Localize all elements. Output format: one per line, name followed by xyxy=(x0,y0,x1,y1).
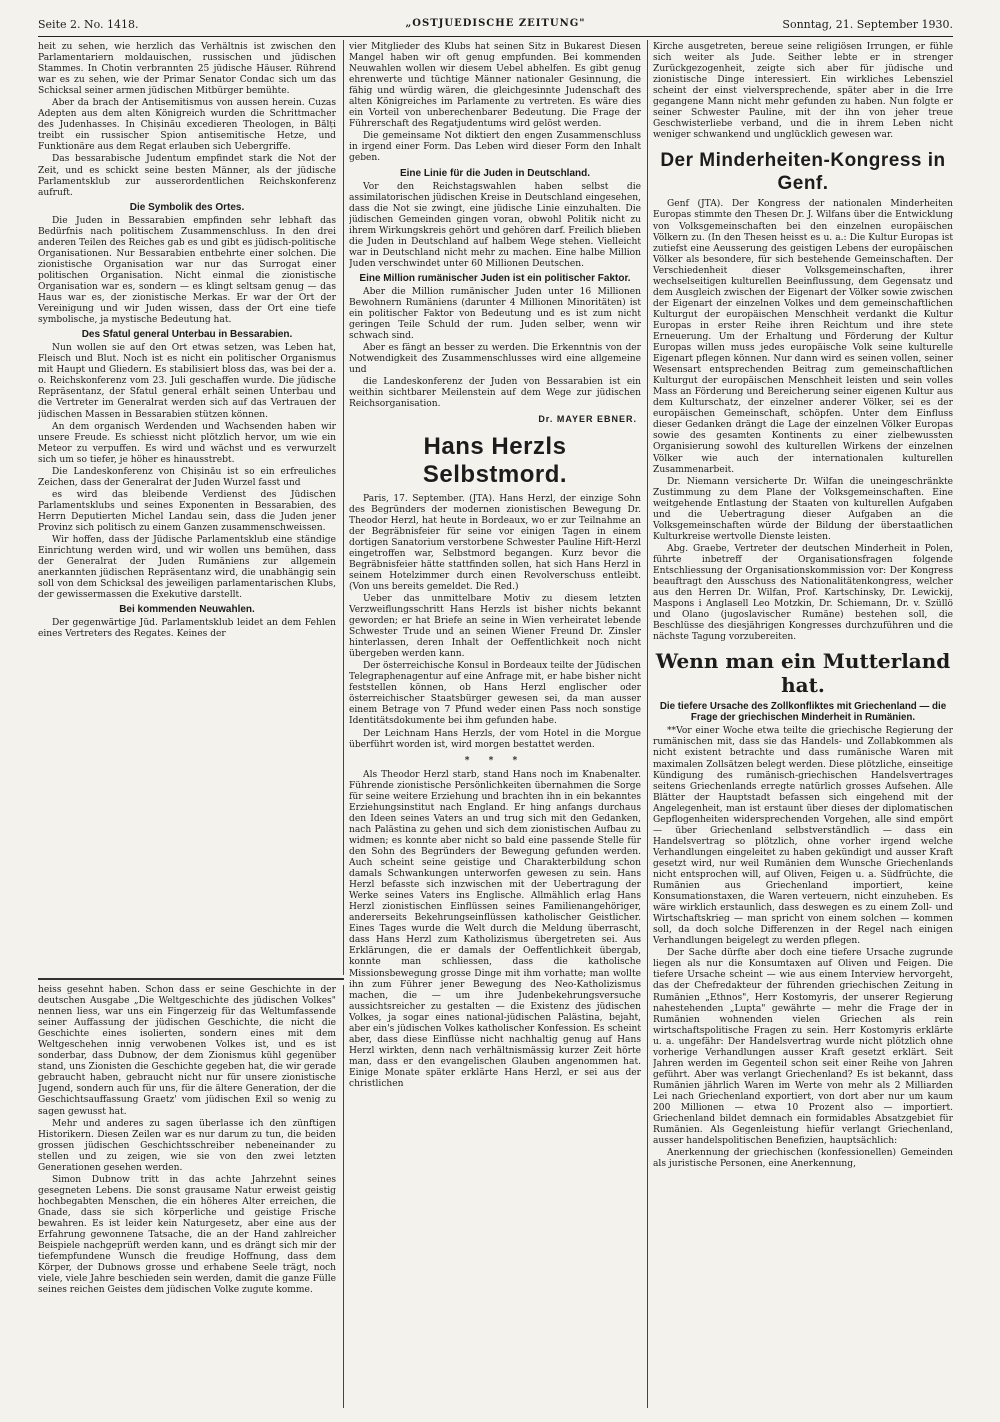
article-paragraph: Genf (JTA). Der Kongress der nationalen Minderheiten Europas stimmte den Thesen Dr. J. Wilfans über die Entwicklung von Volksgemeinschaften bei den einzelnen europäischen Völkern zu. (In den Thesen heisst es u. a.: Die Kultur Europas ist zutiefst eine Aeusserung des geistigen Lebens der europäischen Völker als besondere, für sich bestehende Gemeinschaften. Der Verschiedenheit dieser Volksgemeinschaften, ihrer wechselseitigen kulturellen Beeinflussung, dem Gegensatz und dem Ausgleich zwischen der Eigenart der Völker sowie zwischen der Eigenart der einzelnen Volkes und dem gemeinschaftlichen Kulturgut der europäischen Menschheit verdankt die Kultur Europas in erster Reihe ihren Reichtum und ihre stete Erneuerung. Um der Erhaltung und Förderung der Kultur Europas willen muss jedes europäische Volk seine kulturelle Eigenart pflegen können. Nur dann wird es seinen vollen, seiner Wesensart entsprechenden Beitrag zum gemeinschaftlichen Kulturgut der europäischen Menschheit leisten und sein volles Mass an Förderung und Bereicherung seiner eigenen Kultur aus dem Kulturschatz, der einzelner anderer Völker, sei es der europäischen Gemeinschaft, schöpfen. Unter dem Einfluss dieser Gedanken drängt die Lage der einzelnen Völker Europas sowie des gesamten Kontinents zu einer zielbewussten Organisierung sowohl des kulturellen Wirkens der einzelnen Völker wie auch der internationalen kulturellen Zusammenarbeit. xyxy=(653,199,953,475)
page-number: Seite 2. No. 1418. xyxy=(38,18,139,31)
column-rule-2 xyxy=(647,40,648,1408)
column-rule-3 xyxy=(343,985,344,1408)
article-paragraph: es wird das bleibende Verdienst des Jüdischen Parlamentsklubs und seines Exponenten in Bessarabien, des Herrn Deputierten Michel Landau sein, dass die Juden jener Provinz sich politisch zu einem Ganzen zusammenschweissen. xyxy=(38,489,336,533)
article-paragraph: Nun wollen sie auf den Ort etwas setzen, was Leben hat, Fleisch und Blut. Noch ist es nicht ein politischer Organismus mit Haupt und Gliedern. Es stabilisiert bloss das, was bei der a. o. Reichskonferenz vom 23. Juli geschaffen wurde. Die jüdische Repräsentanz, der Sfatul general erhält seinen Unterbau und die Vertreter im Generalrat werden sich auf das Vertrauen der jüdischen Massen in Bessarabien stützen können. xyxy=(38,343,336,420)
article-paragraph: Die Landeskonferenz von Chișinău ist so ein erfreuliches Zeichen, dass der Generalrat der Juden Wurzel fasst und xyxy=(38,466,336,488)
article-paragraph: Der Leichnam Hans Herzls, der vom Hotel in die Morgue überführt worden ist, wird morgen bestattet werden. xyxy=(349,728,641,750)
article-paragraph: Aber da brach der Antisemitismus von aussen herein. Cuzas Adepten aus dem alten Königreich wurden die Schrittmacher des Judenhasses. In Chișinău excedieren Theologen, in Bălți treibt ein russischer Spion antisemitische Hetze, und Funktionäre aus dem Regat erlauben sich Uebergriffe. xyxy=(38,98,336,153)
article-paragraph: Kirche ausgetreten, bereue seine religiösen Irrungen, er fühle sich weiter als Jude. Seither lebte er in strenger Zurückgezogenheit, zeigte sich aber für jüdische und zionistische Dinge interessiert. Ein wirkliches Lebensziel scheint der einst vielversprechende, später aber in die Irre gegangene Mann nicht mehr gefunden zu haben. Nun folgte er seiner Schwester Pauline, mit der ihn von jeher treue Geschwisterliebe verband, und die in ihrem Leben nicht weniger schwankend und unglücklich gewesen war. xyxy=(653,42,953,141)
section-heading: Eine Million rumänischer Juden ist ein politischer Faktor. xyxy=(359,272,631,284)
article-paragraph: Der österreichische Konsul in Bordeaux teilte der Jüdischen Telegraphenagentur auf eine Anfrage mit, er habe bisher nicht feststellen können, ob Hans Herzl englischer oder österreichischer Staatsbürger gewesen sei, da man ausser einem Betrage von 7 Pfund weder einen Pass noch sonstige Identitätsdokumente bei ihm gefunden habe. xyxy=(349,661,641,727)
section-heading: Eine Linie für die Juden in Deutschland. xyxy=(399,167,591,179)
column-3 xyxy=(653,42,953,1408)
article-paragraph: **Vor einer Woche etwa teilte die griechische Regierung der rumänischen mit, dass sie das Handels- und Zollabkommen als nicht existent betrachte und dass rumänische Waren mit maximalen Zollsätzen belegt werden. Diese plötzliche, einseitige Kündigung des rumänisch-griechischen Handelsvertrages seitens Griechenlands erregte natürlich grosses Aufsehen. Alle Blätter der Hauptstadt befassen sich eingehend mit der Angelegenheit, man ist erstaunt über dieses der diplomatischen Gepflogenheiten widersprechenden Vorgehen, alle sind empört — über Griechenland selbstverständlich — dass ein Handelsvertrag so plötzlich, ohne vorher irgend welche Verhandlungen eingeleitet zu haben gekündigt und ausser Kraft gesetzt wird, nur weil Rumänien dem Wunsche Griechenlands nicht entsprochen will, auf Oliven, Feigen u. a. Südfrüchte, die Rumänien aus Griechenland importiert, keine Konsumationstaxen, die Waren verteuern, nicht einzuheben. Es wäre wirklich erstaunlich, dass deswegen es zu einem Zoll- und Wirtschaftskrieg — man spricht von einem solchen — kommen soll, da doch solche Differenzen in der Regel nach einigen Verhandlungen beigelegt zu werden pflegen. xyxy=(653,726,953,947)
article-paragraph: die Landeskonferenz der Juden von Bessarabien ist ein weithin sichtbarer Meilenstein auf dem Wege zur jüdischen Reichsorganisation. xyxy=(349,377,641,410)
article-title: Der Minderheiten-Kongress in Genf. xyxy=(660,150,946,195)
article-paragraph: Anerkennung der griechischen (konfessionellen) Gemeinden als juristische Personen, eine Anerkennung, xyxy=(653,1148,953,1170)
article-paragraph: Mehr und anderes zu sagen überlasse ich den zünftigen Historikern. Diesen Zeilen war es nur darum zu tun, die beiden grossen jüdischen Geschichtsschreiber nebeneinander zu stellen und zu zeigen, wie sie von den zwei letzten Generationen gesehen werden. xyxy=(38,1118,336,1173)
section-heading: Die Symbolik des Ortes. xyxy=(129,201,245,213)
column-rule-1 xyxy=(343,40,344,975)
article-paragraph: Aber die Million rumänischer Juden unter 16 Millionen Bewohnern Rumäniens (darunter 4 Millionen Minoritäten) ist ein politischer Faktor von Bedeutung und es ist zum nicht geringen Teile Schuld der rum. Juden selber, wenn wir schwach sind. xyxy=(349,286,641,342)
article-paragraph: Das bessarabische Judentum empfindet stark die Not der Zeit, und es schickt seine besten Männer, als der jüdische Parlamentsklub zur ausserordentlichen Reichskonferenz aufruft. xyxy=(38,154,336,198)
article-paragraph: Der Sache dürfte aber doch eine tiefere Ursache zugrunde liegen als nur die Konsumtaxen auf Oliven und Feigen. Die tiefere Ursache scheint — wie aus einem Interview hervorgeht, das der Chefredakteur der führenden griechischen Zeitung in Rumänien „Ethnos", Herr Kostomyris, der unserer Regierung nahestehenden „Lupta" gewährte — mehr die Frage der in Rumänien wohnenden vielen Griechen als rein wirtschaftspolitische Fragen zu sein. Herr Kostomyris erklärte u. a. ungefähr: Der Handelsvertrag wurde nicht plötzlich ohne vorherige Verhandlungen ausser Kraft gesetzt erklärt. Seit Jahren werden im Gegenteil schon seit einer Reihe von Jahren geführt. Aber was verlangt Griechenland? Es ist bekannt, dass Rumänien jährlich Waren im Werte von mehr als 2 Milliarden Lei nach Griechenland exportiert, von dort aber nur um kaum 200 Millionen — etwa 10 Prozent also — importiert. Griechenland bildet demnach ein formidables Absatzgebiet für Rumänien. Als Gegenleistung hiefür verlangt Griechenland, ausser handelspolitischen Benefizien, hauptsächlich: xyxy=(653,948,953,1147)
article-subtitle: Die tiefere Ursache des Zollkonfliktes mit Griechenland — die Frage der griechischen Minderheit in Rumänien. xyxy=(659,701,947,724)
article-paragraph: Wir hoffen, dass der Jüdische Parlamentsklub eine ständige Einrichtung werden wird, und wir wollen uns bemühen, dass der Generalrat der Juden Rumäniens zur allgemein anerkannten jüdischen Repräsentanz wird, die unabhängig sein soll von dem Schicksal des jeweiligen parlamentarischen Klubs, der gewissermassen die Exekutive darstellt. xyxy=(38,535,336,601)
article-paragraph: Die Juden in Bessarabien empfinden sehr lebhaft das Bedürfnis nach politischem Zusammenschluss. In den drei anderen Teilen des Reiches gab es und gibt es jüdisch-politische Organisationen. Nur Bessarabien entbehrte einer solchen. Die zionistische Organisation war nur das Surrogat einer politischen Organisation. Nicht einmal die zionistische Organisation war es, sondern — es klingt seltsam genug — das Haus war es, der zionistische Merkas. Er war der Ort der Vereinigung und wir Juden wissen, dass der Ort eine tiefe symbolische, ja mystische Bedeutung hat. xyxy=(38,215,336,326)
article-paragraph: heiss gesehnt haben. Schon dass er seine Geschichte in der deutschen Ausgabe „Die Weltgeschichte des jüdischen Volkes" nennen liess, war uns ein Fingerzeig für das Weltumfassende seiner Auffassung der jüdischen Geschichte, die nicht die Geschichte eines isolierten, sondern eines mit dem Weltgeschehen innig verwobenen Volkes ist, und es ist sonderbar, dass Dubnow, der dem Zionismus kühl gegenüber stand, uns Zionisten die Geschichte gegeben hat, die wir gerade gebraucht haben, gebraucht nicht nur für unsere zionistische Jugend, sondern auch für uns, für die ältere Generation, der die Geschichtsauffassung Graetz' vom jüdischen Exil so wenig zu sagen gewusst hat. xyxy=(38,985,336,1117)
article-paragraph: Paris, 17. September. (JTA). Hans Herzl, der einzige Sohn des Begründers der modernen zionistischen Bewegung Dr. Theodor Herzl, hat heute in Bordeaux, wo er zur Teilnahme an der Begräbnisfeier für seine vor einigen Tagen in einem dortigen Sanatorium verstorbene Schwester Pauline Hift-Herzl eingetroffen war, Selbstmord begangen. Kurz bevor die Begräbnisfeier hätte stattfinden sollen, hat sich Hans Herzl in seinem Hotelzimmer durch einen Revolverschuss entleibt. (Von uns bereits gemeldet. Die Red.) xyxy=(349,493,641,592)
article-paragraph: vier Mitglieder des Klubs hat seinen Sitz in Bukarest Diesen Mangel haben wir oft genug empfunden. Bei kommenden Neuwahlen wollen wir diesem Uebel abhelfen. Es gibt genug ehrenwerte und tüchtige Männer nationaler Gesinnung, die fähig und würdig wären, die gleichgesinnte Judenschaft des alten Königreiches im Parlamente zu vertreten. Es wäre dies ein Vorteil von unberechenbarer Bedeutung. Die Frage der Führerschaft des Regatjudentums wird gelöst werden. xyxy=(349,42,641,130)
article-paragraph: Vor den Reichstagswahlen haben selbst die assimilatorischen jüdischen Kreise in Deutschland eingesehen, dass die Not sie zwingt, eine jüdische Linie einzuhalten. Die jüdischen Gemeinden gingen voran, obwohl Politik nicht zu ihrem Wirkungskreis gehört und gehören darf. Freilich blieben die Juden in Deutschland auf halbem Wege stehen. Vielleicht war in Deutschland nicht mehr zu machen. Eine halbe Million Juden verschwindet unter 60 Millionen Deutschen. xyxy=(349,181,641,269)
section-heading: Des Sfatul general Unterbau in Bessarabien. xyxy=(81,329,293,341)
column-4 xyxy=(38,985,336,1408)
article-paragraph: Ueber das unmittelbare Motiv zu diesem letzten Verzweiflungsschritt Hans Herzls ist bisher nichts bekannt geworden; er hat Briefe an seine in Wien verheiratet lebende Schwester Trude und an seinen Wiener Freund Dr. Zinsler hinterlassen, deren Inhalt der Oeffentlichkeit noch nicht übergeben werden kann. xyxy=(349,593,641,660)
article-title: Wenn man ein Mutterland hat. xyxy=(655,649,951,698)
section-rule xyxy=(38,978,344,980)
column-1 xyxy=(38,42,336,974)
article-paragraph: Dr. Niemann versicherte Dr. Wilfan die uneingeschränkte Zustimmung zu dem Plane der Volksgemeinschaften. Eine weitgehende Entlastung der Staaten von kulturellen Aufgaben und die Uebertragung dieser Aufgaben an die Volksgemeinschaften würde der Bildung der überstaatlichen Kulturkreise wertvolle Dienste leisten. xyxy=(653,476,953,542)
article-paragraph: Abg. Graebe, Vertreter der deutschen Minderheit in Polen, führte inbetreff der Organisationsfragen folgende Entschliessung der Organisationskommission vor: Der Kongress beauftragt den Ausschuss des Nationalitätenkongress, welcher aus den Herren Dr. Wilfan, Prof. Kartschinsky, Dr. Lewickij, Maspons i Anglasell Leo Motzkin, Dr. Schiemann, Dr. v. Szüllö und Olano (jugoslavischer Rumäne) bestehen soll, die Beschlüsse des diesjährigen Kongresses durchzuführen und die nächste Tagung vorzubereiten. xyxy=(653,543,953,643)
article-title: Hans Herzls Selbstmord. xyxy=(422,432,568,488)
article-paragraph: Als Theodor Herzl starb, stand Hans noch im Knabenalter. Führende zionistische Persönlichkeiten übernahmen die Sorge für seine weitere Erziehung und brachten ihn in ein bekanntes Erziehungsinstitut nach England. Er hing anfangs durchaus den Ideen seines Vaters an und trug sich mit den Gedanken, nach Palästina zu gehen und sich dem zionistischen Aufbau zu widmen; es konnte aber nicht so bald eine passende Stelle für den Sohn des Begründers der Bewegung gefunden werden. Auch scheint seine geistige und Charakterbildung schon damals Schwankungen unterworfen gewesen zu sein. Hans Herzl befasste sich inzwischen mit der Uebertragung der Werke seines Vaters ins Englische. Allmählich erlag Hans Herzl zionistischen Einflüssen seines Familienangehöriger, andererseits Bekehrungseinflüssen katholischer Geistlicher. Eines Tages wurde die Welt durch die Meldung überrascht, dass Hans Herzl zum Katholizismus übergetreten sei. Aus Erklärungen, die er damals der Oeffentlichkeit übergab, konnte man schliessen, dass die katholische Missionsbewegung grosse Dinge mit ihm vorhatte; man wollte ihn zum Führer jener Bewegung des Neo-Katholizismus machen, die — um ihre Judenbekehrungsversuche aussichtsreicher zu gestalten — die Existenz des jüdischen Volkes, ja sogar eines national-jüdischen Palästina, bejaht, aber ein's jüdischen Volkes katholischer Konfession. Es scheint aber, dass diese Einflüsse nicht nachhaltig genug auf Hans Herzl wirkten, denn nach verhältnismässig kurzer Zeit hörte man, dass er den evangelischen Glauben angenommen hat. Einige Monate später erklärte Hans Herzl, er sei aus der christlichen xyxy=(349,769,641,1089)
article-paragraph: Der gegenwärtige Jüd. Parlamentsklub leidet an dem Fehlen eines Vertreters des Regates. Keines der xyxy=(38,618,336,640)
article-paragraph: An dem organisch Werdenden und Wachsenden haben wir unsere Freude. Es schiesst nicht plötzlich hervor, um wie ein Meteor zu verpuffen. Es wird und wächst und es verwurzelt sich um so tiefer, je höher es hinausstrebt. xyxy=(38,421,336,465)
article-paragraph: Die gemeinsame Not diktiert den engen Zusammenschluss in irgend einer Form. Das Leben wird dieser Form den Inhalt geben. xyxy=(349,131,641,164)
article-paragraph: heit zu sehen, wie herzlich das Verhältnis ist zwischen den Parlamentariern moldauischen, russischen und jüdischen Stammes. In Chotin verbrannten 25 jüdische Häuser. Rührend war es zu sehen, wie der Primar Senator Condac sich um das Schicksal seiner armen jüdischen Mitbürger bemühte. xyxy=(38,42,336,97)
issue-date: Sonntag, 21. September 1930. xyxy=(782,18,953,31)
section-heading: Bei kommenden Neuwahlen. xyxy=(119,604,255,616)
author-signature: Dr. MAYER EBNER. xyxy=(538,413,637,424)
newspaper-name: „OSTJUEDISCHE ZEITUNG" xyxy=(405,18,586,29)
article-paragraph: Simon Dubnow tritt in das achte Jahrzehnt seines gesegneten Lebens. Die sonst grausame Natur erweist geistig hochbegabten Menschen, die ein höheres Alter erreichen, die Gnade, dass sie sich körperliche und geistige Frische bewahren. Es ist leider kein Naturgesetz, aber eine aus der Erfahrung gewonnene Tatsache, die an der Hand zahlreicher Beispiele nachgeprüft werden kann, und es drängt sich mir der tiefempfundene Wunsch die freudige Hoffnung, dass dem Körper, der Dubnows grosse und erhabene Seele trägt, noch viele, viele Jahre beschieden sein werden, damit die ganze Fülle seines reichen Geistes dem jüdischen Volke zugute komme. xyxy=(38,1174,336,1296)
column-2 xyxy=(349,42,641,1408)
page-header xyxy=(38,12,953,37)
article-paragraph: Aber es fängt an besser zu werden. Die Erkenntnis von der Notwendigkeit des Zusammenschlusses wird eine allgemeine und xyxy=(349,343,641,376)
section-separator: * * * xyxy=(464,754,526,766)
